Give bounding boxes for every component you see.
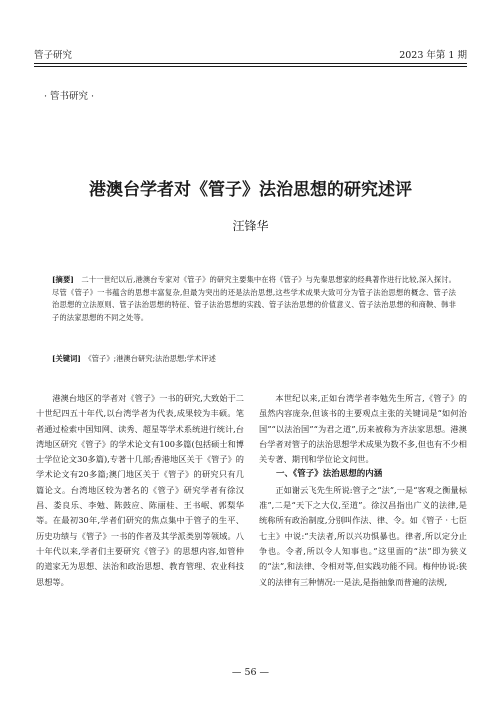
keywords-tag: [关键词] bbox=[52, 354, 81, 363]
header-rule-thick bbox=[34, 63, 467, 64]
header-rule-thin bbox=[34, 66, 467, 67]
body-paragraph: 本世纪以来,正如台湾学者李勉先生所言,《管子》的虽然内容庞杂,但该书的主要观点主张的关键词是“如何治国”“以法治国”“为君之道”,历来被称为齐法家思想。港澳台学者对管子的法治思想学术成果为数不多,但也有不少相关专著、期刊和学位论文问世。 bbox=[259, 393, 467, 465]
abstract-text: 二十一世纪以后,港澳台专家对《管子》的研究主要集中在将《管子》与先秦思想家的经典著作进行比较,深入探讨。尽管《管子》一书蕴含的思想丰富复杂,但最为突出的还是法治思想,这些学术成果大致可分为管子法治思想的概念、管子法治思想的立法原则、管子法治思想的特征、管子法治思想的实践、管子法治思想的价值意义、管子法治思想的和商鞅、韩非子的法家思想的不同之处等。 bbox=[52, 275, 456, 322]
abstract-tag: [摘要] bbox=[52, 275, 74, 284]
body-left-column bbox=[36, 391, 244, 590]
author-name: 汪锋华 bbox=[232, 219, 269, 233]
keywords-text: 《管子》;港澳台研究;法治思想;学术评述 bbox=[88, 354, 216, 363]
body-right-column bbox=[259, 391, 467, 590]
running-head bbox=[34, 50, 467, 62]
page-number: — 56 — bbox=[231, 667, 270, 678]
column-label: · 管书研究 · bbox=[44, 91, 95, 102]
body-paragraph: 港澳台地区的学者对《管子》一书的研究,大致始于二十世纪四五十年代,以台湾学者为代表,成果较为丰硕。笔者通过检索中国知网、读秀、超星等学术系统进行统计,台湾地区研究《管子》的学术论文有100多篇(包括硕士和博士学位论文30多篇),专著十几部;香港地区关于《管子》的学术论文有20多篇;澳门地区关于《管子》的研究只有几篇论文。台湾地区较为著名的《管子》研究学者有徐汉昌、娄良乐、李勉、陈鼓应、陈丽桂、王书岷、郭梨华等。在最初30年,学者们研究的焦点集中于管子的生平、历史功绩与《管子》一书的作者及其学派类别等领域。八十年代以来,学者们主要研究《管子》的思想内容,如管仲的道家无为思想、法治和政治思想、教育管理、农业科技思想等。 bbox=[36, 393, 244, 587]
body-paragraph: 正如谢云飞先生所说:管子之“法”,一是“客观之衡量标准”,二是“天下之大仪,至道”。徐汉昌指出广义的法律,是统称所有政治制度,分别叫作法、律、令。如《管子 · 七臣七主》中说:“夫法者,所以兴功惧暴也。律者,所以定分止争也。令者,所以令人知事也。”这里面的“法”即为狭义的“法”,和法律、令相对等,但实践功能不同。梅仲协说:狭义的法律有三种情况:一是法,是指抽象而普遍的法规, bbox=[259, 484, 467, 587]
issue-number: 2023 年第 1 期 bbox=[399, 50, 467, 61]
keywords bbox=[52, 353, 456, 366]
section-heading: 一、《管子》法治思想的内涵 bbox=[276, 469, 383, 480]
abstract bbox=[52, 274, 456, 324]
paper-title: 港澳台学者对《管子》法治思想的研究述评 bbox=[89, 180, 412, 200]
journal-name: 管子研究 bbox=[34, 50, 73, 61]
